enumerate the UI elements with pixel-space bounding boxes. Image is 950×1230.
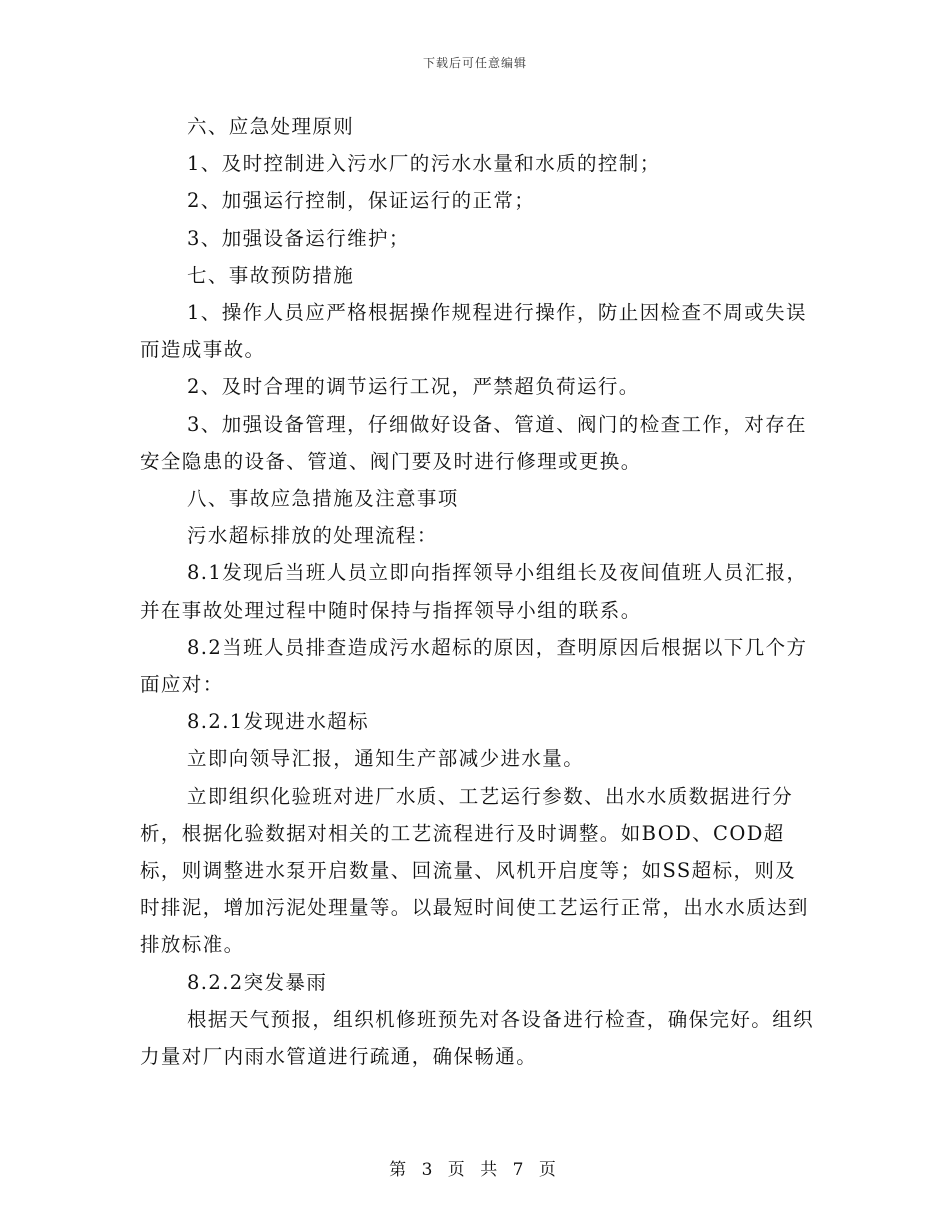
paragraph: 2、及时合理的调节运行工况，严禁超负荷运行。	[187, 375, 640, 399]
page-footer: 第 3 页 共 7 页	[389, 1160, 561, 1180]
paragraph: 根据天气预报，组织机修班预先对各设备进行检查，确保完好。组织力量对厂内雨水管道进行疏通，确保畅通。	[140, 1007, 815, 1069]
paragraph: 1、操作人员应严格根据操作规程进行操作，防止因检查不周或失误而造成事故。	[140, 301, 807, 362]
paragraph: 立即向领导汇报，通知生产部减少进水量。	[187, 747, 585, 771]
subsection-heading: 8.2.2突发暴雨	[187, 970, 328, 994]
document-body	[140, 108, 815, 1075]
page-header: 下载后可任意编辑	[422, 56, 527, 70]
paragraph: 3、加强设备运行维护；	[187, 226, 410, 250]
paragraph: 3、加强设备管理，仔细做好设备、管道、阀门的检查工作，对存在安全隐患的设备、管道、阀门要及时进行修理或更换。	[140, 412, 807, 473]
subsection-heading: 8.2.1发现进水超标	[187, 710, 370, 734]
paragraph: 2、加强运行控制，保证运行的正常；	[187, 189, 536, 213]
section-heading-7: 七、事故预防措施	[187, 263, 355, 287]
paragraph: 污水超标排放的处理流程：	[187, 524, 438, 548]
section-heading-8: 八、事故应急措施及注意事项	[187, 487, 459, 511]
paragraph: 立即组织化验班对进厂水质、工艺运行参数、出水水质数据进行分析，根据化验数据对相关的工艺流程进行及时调整。如BOD、COD超标，则调整进水泵开启数量、回流量、风机开启度等；如SS超标，则及时排泥，增加污泥处理量等。以最短时间使工艺运行正常，出水水质达到排放标准。	[140, 784, 809, 957]
paragraph: 1、及时控制进入污水厂的污水水量和水质的控制；	[187, 152, 661, 176]
paragraph: 8.1发现后当班人员立即向指挥领导小组组长及夜间值班人员汇报，并在事故处理过程中随时保持与指挥领导小组的联系。	[140, 561, 808, 622]
paragraph: 8.2当班人员排查造成污水超标的原因，查明原因后根据以下几个方面应对：	[140, 635, 808, 697]
section-heading-6: 六、应急处理原则	[187, 115, 355, 138]
